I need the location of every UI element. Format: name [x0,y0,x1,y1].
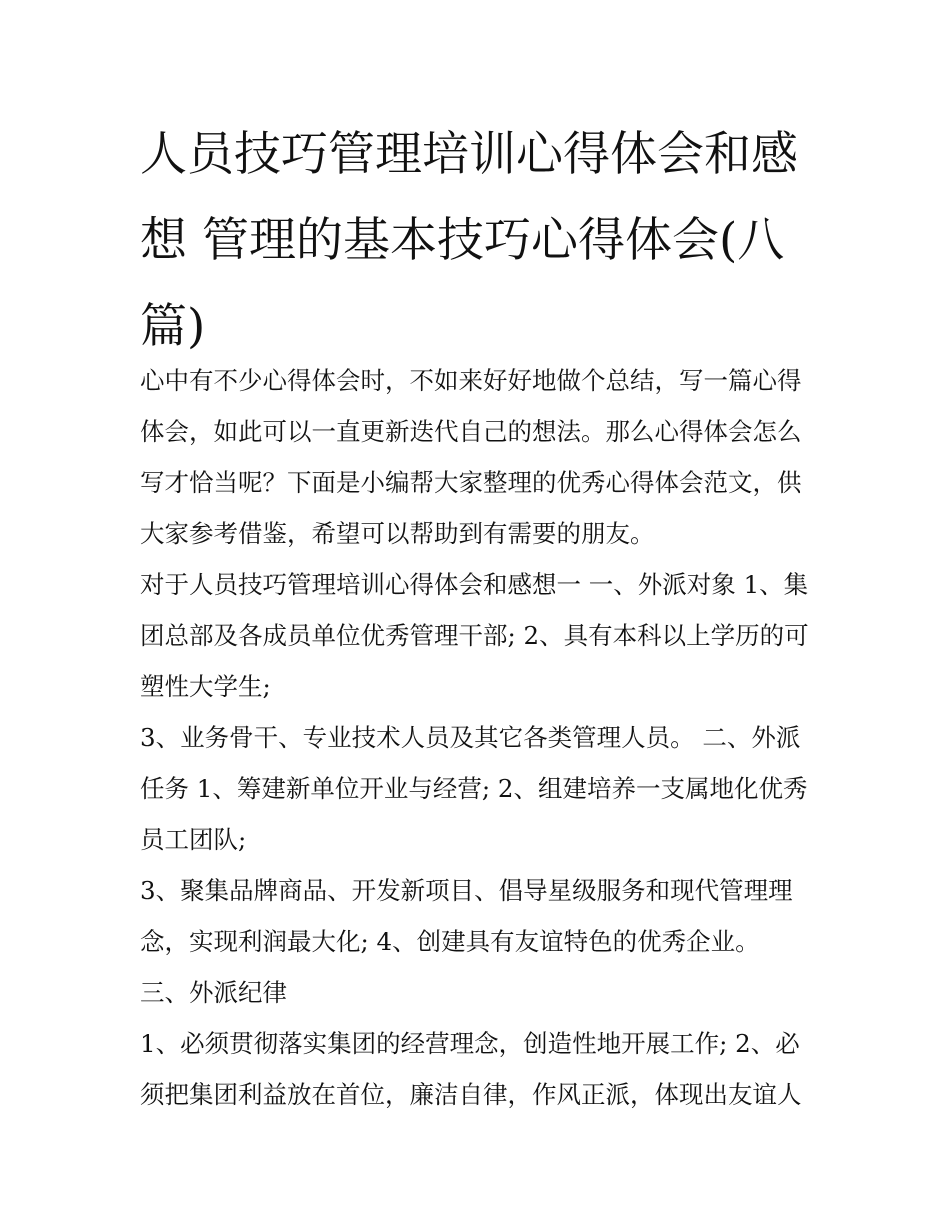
paragraph-dispatch-targets: 对于人员技巧管理培训心得体会和感想一 一、外派对象 1、集团总部及各成员单位优秀管理干部; 2、具有本科以上学历的可塑性大学生; [140,570,809,701]
paragraph-discipline-heading: 三、外派纪律 [140,978,287,1007]
document-body [140,355,820,1120]
paragraph-dispatch-tasks: 3、业务骨干、专业技术人员及其它各类管理人员。 二、外派任务 1、筹建新单位开业与经营; 2、组建培养一支属地化优秀员工团队; [140,723,808,854]
paragraph-discipline-rules: 1、必须贯彻落实集团的经营理念，创造性地开展工作; 2、必须把集团利益放在首位，廉洁自律，作风正派，体现出友谊人 [140,1029,802,1109]
paragraph-dispatch-goals: 3、聚集品牌商品、开发新项目、倡导星级服务和现代管理理念，实现利润最大化; 4、创建具有友谊特色的优秀企业。 [140,876,793,956]
paragraph-intro: 心中有不少心得体会时，不如来好好地做个总结，写一篇心得体会，如此可以一直更新迭代自己的想法。那么心得体会怎么写才恰当呢？下面是小编帮大家整理的优秀心得体会范文，供大家参考借鉴，希望可以帮助到有需要的朋友。 [140,366,802,548]
document-title: 人员技巧管理培训心得体会和感想 管理的基本技巧心得体会(八篇) [140,127,798,354]
